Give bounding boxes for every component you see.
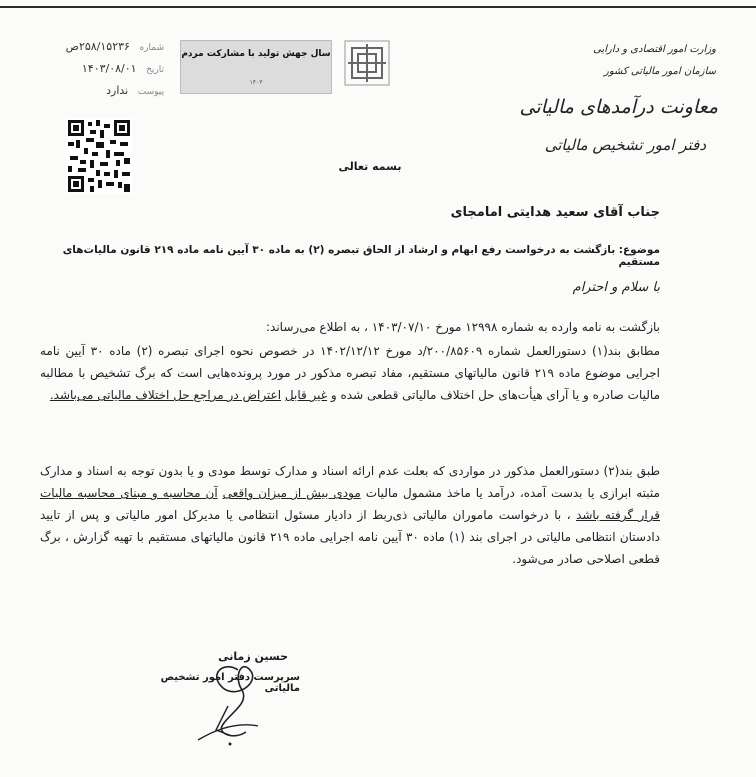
body-paragraph-3-underlined-1: مودی بیش از میزان واقعی — [222, 486, 361, 500]
organization-name: سازمان امور مالیاتی کشور — [604, 66, 716, 77]
letter-number-label: شماره — [139, 43, 164, 53]
qr-code — [66, 118, 132, 194]
body-paragraph-2-text: مطابق بند(۱) دستورالعمل شماره ۲۰۰/۸۵۶۰۹/د مورخ ۱۴۰۲/۱۲/۱۲ در خصوص نحوه اجرای تبصره (۲) ماده ۳۰ آیین نامه اجرایی موضوع ماده ۲۱۹ قانون مالیاتهای مستقیم، مفاد تبصره مذکور در مورد پرونده‌هایی است که برگ تشخیص با مطالبه مالیات صادره و یا آرای هیأت‌های حل اختلاف مالیاتی قطعی شده و — [40, 344, 660, 402]
letter-attachment: ندارد — [106, 84, 129, 97]
letter-date: ۱۴۰۳/۰۸/۰۱ — [81, 62, 137, 75]
deputy-name: معاونت درآمدهای مالیاتی — [519, 96, 718, 118]
subject-line: موضوع: بازگشت به درخواست رفع ابهام و ارشاد از الحاق تبصره (۲) به ماده ۳۰ آیین نامه ماده ۲۱۹ قانون مالیات‌های مستقیم — [62, 244, 660, 268]
signer-name: حسین زمانی — [218, 650, 288, 663]
tax-organization-emblem — [344, 40, 390, 86]
body-paragraph-1 — [60, 316, 660, 338]
body-paragraph-3-text-b: ، با درخواست ماموران مالیاتی ذی‌ربط از دادیار مسئول انتظامی یا مدیرکل امور مالیاتی و پس از تایید دادستان انتظامی مالیاتی در اجرای بند (۱) ماده ۳۰ آیین نامه اجرایی ماده ۲۱۹ قانون مالیاتهای مستقیم با تهیه گزارش ، برگ قطعی اصلاحی صادر می‌شود. — [40, 508, 660, 566]
letter-number: ۲۵۸/۱۵۲۳۶ص — [65, 40, 130, 53]
body-paragraph-2 — [40, 340, 660, 406]
letter-date-row — [24, 62, 164, 75]
greeting: با سلام و احترام — [572, 280, 660, 295]
top-border-line — [0, 6, 756, 8]
letter-date-label: تاریخ — [146, 65, 164, 75]
body-paragraph-2-underlined-1: غیر قابل — [284, 388, 328, 402]
body-paragraph-1-text: بازگشت به نامه وارده به شماره ۱۲۹۹۸ مورخ ۱۴۰۳/۰۷/۱۰ ، به اطلاع می‌رساند: — [266, 320, 660, 334]
signer-title: سرپرست دفتر امور تشخیص مالیاتی — [160, 672, 300, 694]
banner-small-text: ۱۴۰۳ — [249, 79, 263, 86]
body-paragraph-3 — [40, 460, 660, 570]
letter-attachment-label: پیوست — [137, 87, 164, 97]
body-paragraph-3-text-a: طبق بند(۲) دستورالعمل مذکور در مواردی که بعلت عدم ارائه اسناد و مدارک توسط مودی و یا بدون توجه به اسناد و مدارک مثبته ابرازی یا بدست آمده، درآمد یا ماخذ مشمول مالیات — [40, 464, 660, 500]
body-paragraph-3-underlined-2: آن محاسبه و مبنای محاسبه مالیات قرار گرفته باشد — [40, 486, 661, 522]
office-name: دفتر امور تشخیص مالیاتی — [544, 136, 706, 154]
letter-number-row — [24, 40, 164, 53]
slogan-banner — [180, 40, 332, 94]
ministry-name: وزارت امور اقتصادی و دارایی — [593, 44, 716, 55]
invocation: بسمه تعالی — [338, 160, 402, 173]
banner-slogan: سال جهش تولید با مشارکت مردم — [181, 49, 331, 59]
letter-attachment-row — [24, 84, 164, 97]
body-paragraph-2-underlined-2: اعتراض در مراجع حل اختلاف مالیاتی می‌باشد. — [49, 388, 282, 402]
handwritten-signature — [168, 640, 308, 750]
recipient: جناب آقای سعید هدایتی امامجای — [450, 205, 660, 220]
